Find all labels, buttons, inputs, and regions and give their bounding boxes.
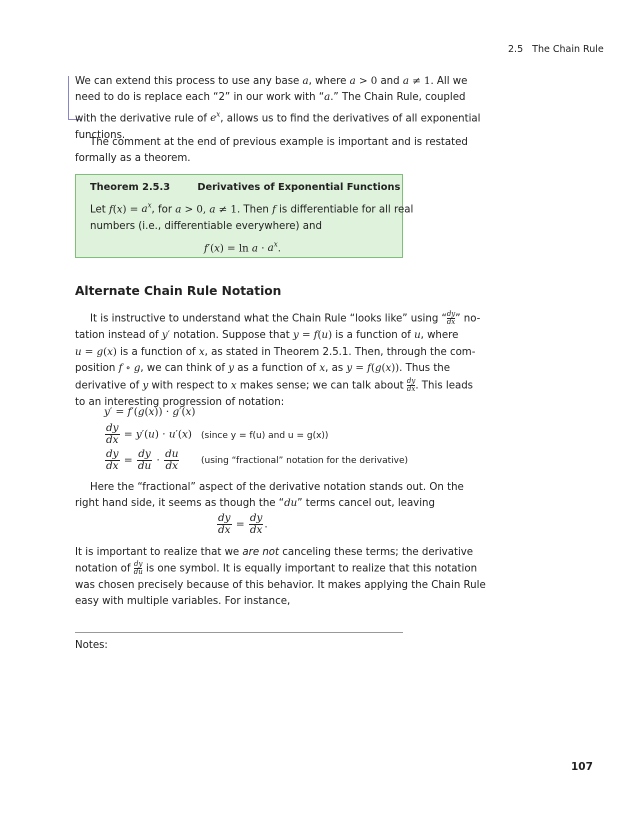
comment-paragraph: The comment at the end of previous example is important and is restated formally as a theorem. [75, 137, 468, 165]
running-header [508, 42, 604, 58]
theorem-body: Let $f(x) = a^x$, for a > 0, a ≠ 1. Then f is differentiable for all real numbers (i.e., differentiable everywhere) and [90, 202, 414, 232]
intro-paragraph: We can extend this process to use any base a, where a > 0 and a ≠ 1. All we need to do is replace each “2” in our work with “a.” The Chain Rule, coupled with the derivative rule of $e^x$, allows us to find the derivatives of all exponential functions. [75, 76, 481, 141]
notes-label: Notes: [75, 640, 108, 651]
fractional-paragraph: Here the “fractional” aspect of the derivative notation stands out. On the right hand side, it seems as though the “du” terms cancel out, leaving [75, 482, 464, 510]
notes-divider [75, 632, 403, 633]
page-number: 107 [571, 761, 593, 773]
section-number: 2.5 [508, 44, 524, 55]
subsection-title: Alternate Chain Rule Notation [75, 284, 282, 298]
equation-2: $\frac{dy}{dx}$ = y′(u) · u′(x) [106, 422, 192, 446]
symbol-paragraph: It is important to realize that we are not canceling these terms; the derivative notation of $\frac{dy}{du}$ is one symbol. It is equally important to realize that this notation was chosen precisely because of this behavior. It makes applying the Chain Rule easy with multiple variables. For instance, [75, 547, 486, 608]
theorem-label: Theorem 2.5.3 [90, 182, 171, 193]
equation-3: $\frac{dy}{dx}$ = $\frac{dy}{du}$ · $\frac{du}{dx}$ [106, 448, 179, 472]
theorem-box [75, 174, 414, 258]
margin-note-bar [68, 76, 69, 120]
equation-1: y′ = f′(g(x)) · g′(x) [104, 406, 196, 418]
theorem-name: Derivatives of Exponential Functions [197, 182, 401, 193]
section-title: The Chain Rule [532, 44, 604, 55]
notation-paragraph: It is instructive to understand what the Chain Rule “looks like” using “ $\frac{dy}{dx}$ ” no- tation instead of y′ notation. Suppose that y = f(u) is a function of u, where u = g(x) is a function of x, as stated in Theorem 2.5.1. Then, through the com- position f ∘ g, we can think of y as a function of x, as y = f(g(x)). Thus the derivative of y with respect to x makes sense; we can talk about $\frac{dy}{dx}$ . This leads to an interesting progression of notation: [75, 310, 481, 408]
cancel-equation: $\frac{dy}{dx}$ = $\frac{dy}{dx}$ . [218, 512, 268, 536]
theorem-formula: $f'(x) = \ln a \cdot a^x$. [204, 241, 281, 255]
equation-3-note: (using “fractional” notation for the derivative) [201, 456, 409, 466]
equation-2-note: (since y = f(u) and u = g(x)) [201, 431, 329, 441]
